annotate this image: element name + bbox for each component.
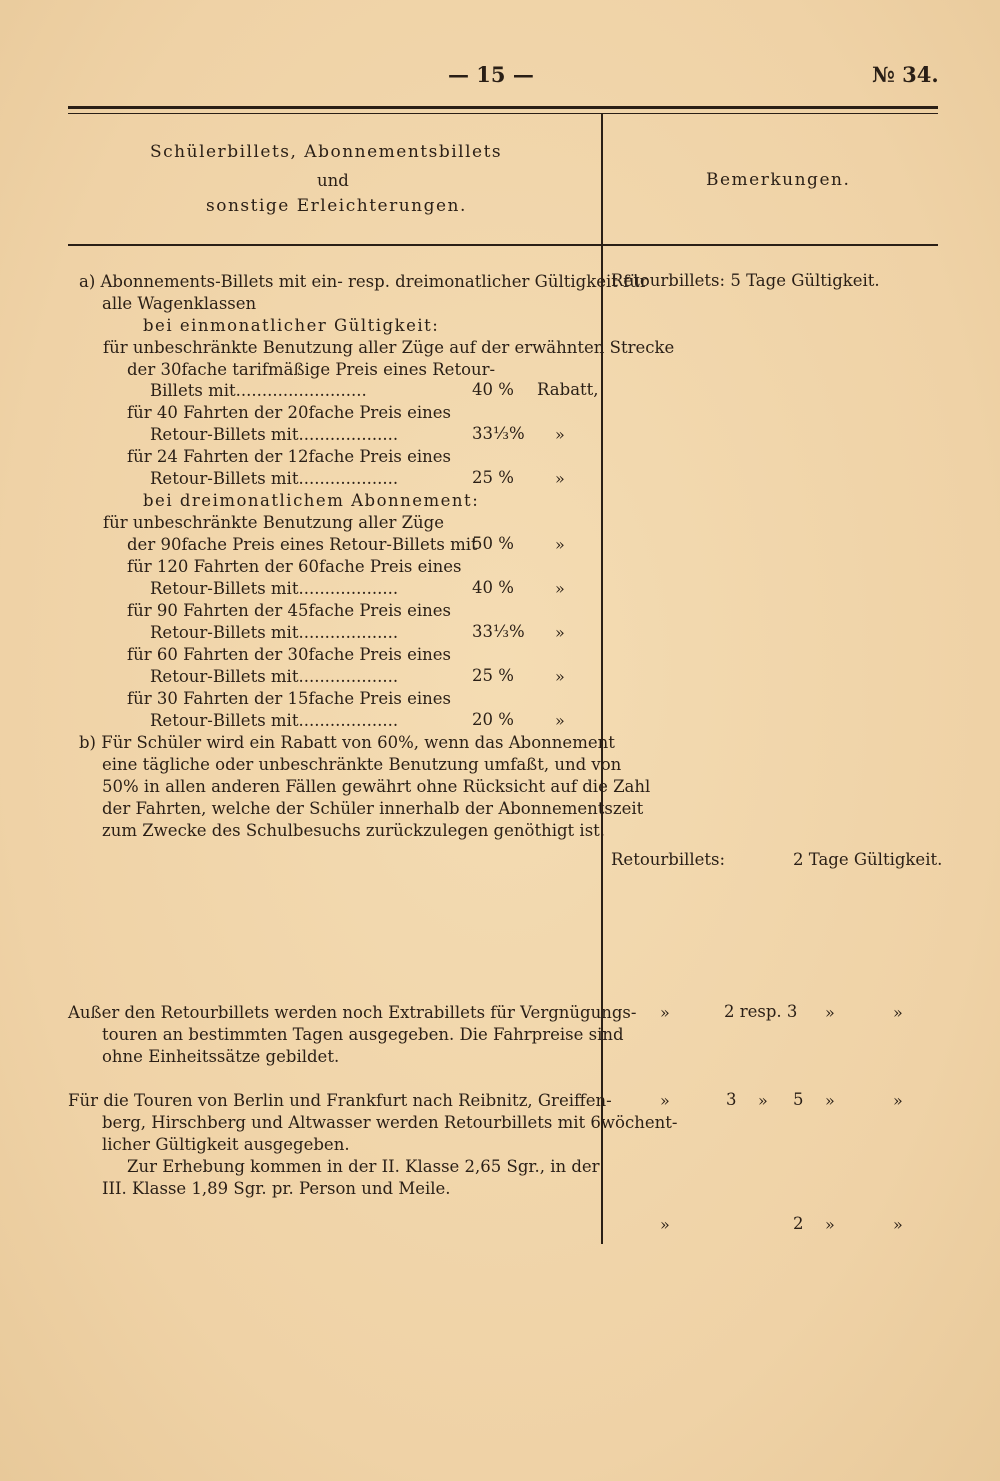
right-column-title: Bemerkungen. bbox=[706, 170, 851, 190]
document-number: № 34. bbox=[872, 62, 939, 87]
section-a-heading: bei dreimonatlichem Abonnement: bbox=[143, 491, 480, 510]
section-a-line: alle Wagenklassen bbox=[102, 294, 257, 313]
section-b-line: 50% in allen anderen Fällen gewährt ohne Rücksicht auf die Zahl bbox=[102, 777, 651, 796]
header-bottom-rule bbox=[68, 244, 938, 246]
left-column-title-2: und bbox=[317, 171, 349, 190]
ditto-mark: » bbox=[555, 667, 565, 686]
rate-value: 33⅓% bbox=[472, 424, 525, 443]
section-a-line: für 90 Fahrten der 45fache Preis eines bbox=[127, 601, 451, 620]
section-b-line: zum Zwecke des Schulbesuchs zurückzulegen genöthigt ist. bbox=[102, 821, 606, 840]
section-a-line: für 30 Fahrten der 15fache Preis eines bbox=[127, 689, 451, 708]
section-a-line: für 40 Fahrten der 20fache Preis eines bbox=[127, 403, 451, 422]
remark-value: 2 resp. 3 bbox=[724, 1002, 798, 1021]
remark-ditto: » bbox=[660, 1003, 670, 1022]
rate-value: 33⅓% bbox=[472, 622, 525, 641]
section-a-line: für 24 Fahrten der 12fache Preis eines bbox=[127, 447, 451, 466]
top-rule-thin bbox=[68, 113, 938, 114]
remark-value: 3 bbox=[726, 1090, 737, 1109]
section-b-line: b) Für Schüler wird ein Rabatt von 60%, wenn das Abonnement bbox=[79, 733, 615, 752]
rate-line-label: Retour-Billets mit................... bbox=[150, 623, 399, 642]
section-a-line: für unbeschränkte Benutzung aller Züge bbox=[103, 513, 445, 532]
section-d-line: berg, Hirschberg und Altwasser werden Retourbillets mit 6wöchent- bbox=[102, 1113, 678, 1132]
remark-2-days-label: Retourbillets: bbox=[611, 850, 726, 869]
top-rule-thick bbox=[68, 106, 938, 109]
remark-value: 2 bbox=[793, 1214, 804, 1233]
section-c-line: Außer den Retourbillets werden noch Extrabillets für Vergnügungs- bbox=[68, 1003, 637, 1022]
section-a-line: der 30fache tarifmäßige Preis eines Retour- bbox=[127, 360, 496, 379]
rate-value: 20 % bbox=[472, 710, 514, 729]
left-column-title-1: Schülerbillets, Abonnementsbillets bbox=[150, 142, 503, 162]
section-d-line: Zur Erhebung kommen in der II. Klasse 2,65 Sgr., in der bbox=[127, 1157, 600, 1176]
remark-ditto: » bbox=[825, 1003, 835, 1022]
section-b-line: der Fahrten, welche der Schüler innerhalb der Abonnementszeit bbox=[102, 799, 644, 818]
rate-value: 25 % bbox=[472, 666, 514, 685]
remark-ditto: » bbox=[893, 1215, 903, 1234]
rate-line-label: Billets mit......................... bbox=[150, 381, 367, 400]
section-a-line: für 60 Fahrten der 30fache Preis eines bbox=[127, 645, 451, 664]
remark-ditto: » bbox=[825, 1091, 835, 1110]
ditto-mark: » bbox=[555, 623, 565, 642]
section-c-line: ohne Einheitssätze gebildet. bbox=[102, 1047, 340, 1066]
ditto-mark: » bbox=[555, 535, 565, 554]
section-b-line: eine tägliche oder unbeschränkte Benutzung umfaßt, und von bbox=[102, 755, 622, 774]
ditto-mark: » bbox=[555, 711, 565, 730]
remark-ditto: » bbox=[825, 1215, 835, 1234]
remark-value: 5 bbox=[793, 1090, 804, 1109]
remark-ditto: » bbox=[660, 1091, 670, 1110]
section-a-line: für unbeschränkte Benutzung aller Züge auf der erwähnten Strecke bbox=[103, 338, 675, 357]
rabatt-label: Rabatt, bbox=[537, 380, 599, 399]
section-d-line: III. Klasse 1,89 Sgr. pr. Person und Meile. bbox=[102, 1179, 451, 1198]
rate-value: 40 % bbox=[472, 380, 514, 399]
rate-value: 25 % bbox=[472, 468, 514, 487]
section-a-line: für 120 Fahrten der 60fache Preis eines bbox=[127, 557, 462, 576]
rate-line-label: Retour-Billets mit................... bbox=[150, 579, 399, 598]
left-column-title-3: sonstige Erleichterungen. bbox=[206, 196, 467, 216]
ditto-mark: » bbox=[555, 469, 565, 488]
section-a-heading: bei einmonatlicher Gültigkeit: bbox=[143, 316, 440, 335]
section-c-line: touren an bestimmten Tagen ausgegeben. Die Fahrpreise sind bbox=[102, 1025, 624, 1044]
ditto-mark: » bbox=[555, 425, 565, 444]
ditto-mark: » bbox=[555, 579, 565, 598]
remark-2-days-value: 2 Tage Gültigkeit. bbox=[793, 850, 943, 869]
page-number: — 15 — bbox=[448, 62, 534, 87]
rate-line-label: Retour-Billets mit................... bbox=[150, 469, 399, 488]
rate-line-label: Retour-Billets mit................... bbox=[150, 667, 399, 686]
rate-value: 40 % bbox=[472, 578, 514, 597]
remark-ditto: » bbox=[758, 1091, 768, 1110]
remark-ditto: » bbox=[893, 1003, 903, 1022]
section-a-line: a) Abonnements-Billets mit ein- resp. dreimonatlicher Gültigkeit für bbox=[79, 272, 648, 291]
section-d-line: Für die Touren von Berlin und Frankfurt nach Reibnitz, Greiffen- bbox=[68, 1091, 612, 1110]
rate-line-label: Retour-Billets mit................... bbox=[150, 711, 399, 730]
section-d-line: licher Gültigkeit ausgegeben. bbox=[102, 1135, 350, 1154]
rate-value: 50 % bbox=[472, 534, 514, 553]
remark-ditto: » bbox=[893, 1091, 903, 1110]
rate-line-label: der 90fache Preis eines Retour-Billets mit bbox=[127, 535, 478, 554]
remark-ditto: » bbox=[660, 1215, 670, 1234]
remark-5-days: Retourbillets: 5 Tage Gültigkeit. bbox=[611, 271, 880, 290]
rate-line-label: Retour-Billets mit................... bbox=[150, 425, 399, 444]
